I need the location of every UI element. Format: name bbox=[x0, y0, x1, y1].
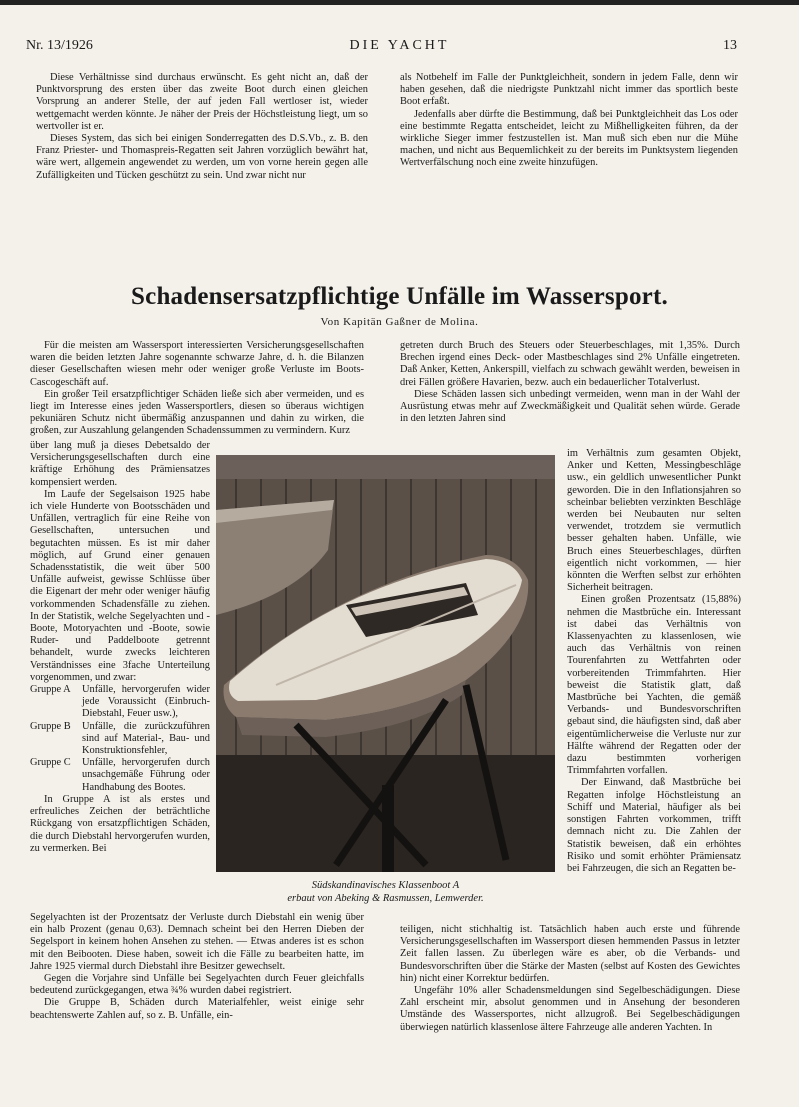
paragraph: Einen großen Prozentsatz (15,88%) nehmen die Mastbrüche ein. Interessant ist dabei das Verhältnis von Klassenyachten zu klassenlosen, wie auch das Verhältnis von reinen Tourenfahrten zu Wettfahrten oder vorbereitenden Trimmfahrten. Hier beweist die Statistik glatt, daß Mastbrüche bei Yachten, die gemäß Verbands- und Bundesvorschriften gebaut sind, die häufigsten sind, daß aber eigentümlicherweise die Verluste nur zur Hälfte während der Regatten oder der dazu bestimmten vorherigen Trimmfahrten vorfallen. bbox=[567, 594, 741, 777]
article-left-column-top bbox=[30, 340, 364, 438]
caption-line-1: Südskandinavisches Klassenboot A bbox=[311, 880, 460, 891]
group-label: Gruppe B bbox=[30, 720, 71, 732]
group-label: Gruppe A bbox=[30, 684, 71, 696]
paragraph: Segelyachten ist der Prozentsatz der Verluste durch Diebstahl ein wenig über ein halb Prozent (genau 0,63). Demnach scheint bei den Herren Dieben der Segelsport in keinem hohen Ansehen zu stehen. — Etwas anderes ist es schon mit den Beibooten. Diese haben, soweit ich die Fälle zu bearbeiten hatte, im Jahre 1925 viermal durch Diebstahl ihre Besitzer gewechselt. bbox=[30, 912, 364, 972]
group-description: Unfälle, die zurückzuführen sind auf Material-, Bau- und Konstruktionsfehler, bbox=[82, 720, 210, 757]
group-description: Unfälle, hervorgerufen wider jede Voraussicht (Einbruch-Diebstahl, Feuer usw.), bbox=[82, 684, 210, 720]
paragraph: In Gruppe A ist als erstes und erfreuliches Zeichen der beträchtliche Rückgang von ersatzpflichtigen Schäden, die durch Diebstahl hervorgerufen wurden, zu vermerken. Bei bbox=[30, 793, 210, 854]
paragraph: über lang muß ja dieses Debetsaldo der Versicherungsgesellschaften durch eine kräftige Erhöhung des Prämiensatzes kompensiert werden. bbox=[30, 440, 210, 488]
paragraph: Diese Verhältnisse sind durchaus erwünscht. Es geht nicht an, daß der Punktvorsprung des ersten über das zweite Boot durch einen gleichen Vorsprung an anderer Stelle, der auf jeden Fall wertloser ist, wieder wettgemacht werden könnte. Je näher der Preis der Höchstleistung liegt, um so wertvoller ist er. bbox=[36, 72, 368, 132]
paragraph: Diese Schäden lassen sich unbedingt vermeiden, wenn man in der Wahl der Ausrüstung etwas mehr auf Zweckmäßigkeit und Qualität sehen würde. Gerade in den letzten Jahren sind bbox=[400, 388, 740, 425]
sailboat-photo bbox=[216, 455, 555, 872]
group-b-entry bbox=[30, 721, 210, 758]
page-number: 13 bbox=[723, 38, 737, 53]
paragraph: Für die meisten am Wassersport interessierten Versicherungsgesellschaften waren die beiden letzten Jahre sogenannte schwarze Jahre, d. h. die Bilanzen dieser Gesellschaften wiesen mehr oder weniger große Verluste im Boots-Cascogeschäft auf. bbox=[30, 340, 364, 388]
paragraph: im Verhältnis zum gesamten Objekt, Anker und Ketten, Messingbeschläge usw., ein geldlich unwesentlicher Punkt geworden. Die in den Inflationsjahren so scheinbar beliebten verzinkten Beschläge werden bei Neubauten nur selten verwendet, trotzdem sie vermutlich besser gehalten haben. Unfälle, wie Bruch eines Steuerbeschlages, dürften eigentlich nicht vorkommen, — hier könnten die Werften selbst zur erhöhten Sicherheit beitragen. bbox=[567, 448, 741, 594]
paragraph: Der Einwand, daß Mastbrüche bei Regatten infolge Höchstleistung an Schiff und Material, häufiger als bei sonstigen Fahrten vorkommen, trifft demnach nicht zu. Die Zahlen der Statistik beweisen, daß ein erhöhtes Risiko und somit erhöhter Prämiensatz bei Fahrzeugen, die sich an Regatten be- bbox=[567, 777, 741, 874]
paragraph: Gegen die Vorjahre sind Unfälle bei Segelyachten durch Feuer gleichfalls bedeutend zurückgegangen, etwa ¾% wurden dabei registriert. bbox=[30, 973, 364, 997]
group-a-entry bbox=[30, 684, 210, 721]
group-c-entry bbox=[30, 757, 210, 794]
paragraph: Ungefähr 10% aller Schadensmeldungen sind Segelbeschädigungen. Diese Zahl erscheint mir, absolut genommen und in Ansehung der besonderen Umstände des Wassersportes, nicht allzugroß. Bei Segelbeschädigungen überwiegen natürlich klassenlose ältere Fahrzeuge alle anderen Yachten. In bbox=[400, 985, 740, 1033]
article-right-narrow-column bbox=[567, 448, 741, 875]
issue-number: Nr. 13/1926 bbox=[26, 38, 93, 53]
group-description: Unfälle, hervorgerufen durch unsachgemäße Führung oder Handhabung des Bootes. bbox=[82, 757, 210, 793]
article-right-column-bottom bbox=[400, 924, 740, 1034]
paragraph: als Notbehelf im Falle der Punktgleichheit, sondern in jedem Falle, denn wir haben gesehen, daß die niedrigste Punktzahl nicht immer das sportlich beste Boot erfaßt. bbox=[400, 72, 738, 108]
article-left-narrow-column bbox=[30, 440, 210, 855]
article-left-column-bottom bbox=[30, 912, 364, 1022]
magazine-name: DIE YACHT bbox=[349, 38, 450, 53]
group-label: Gruppe C bbox=[30, 757, 71, 769]
previous-article-left-column bbox=[36, 72, 368, 182]
article-right-column-top bbox=[400, 340, 740, 425]
paragraph: getreten durch Bruch des Steuers oder Steuerbeschlages, mit 1,35%. Durch Brechen irgend eines Deck- oder Mastbeschlages sind 2% Unfälle eingetreten. Daß Anker, Ketten, Ankerspill, vielfach zu schwach gewählt werden, beweisen in drei Fällen größere Havarien, bezw. auch ein bedauerlicher Totalverlust. bbox=[400, 340, 740, 388]
article-byline: Von Kapitän Gaßner de Molina. bbox=[320, 316, 479, 328]
paragraph: teiligen, nicht stichhaltig ist. Tatsächlich haben auch erste und führende Versicherungsgesellschaften im Wassersport diesen hemmenden Passus in letzter Zeit fallen lassen. Zu überlegen wäre es aber, ob die Verbands- und Bundesvorschriften über die Stärke der Masten (selbst auf Kosten des Gewichtes hin) nicht einer Korrektur bedürfen. bbox=[400, 924, 740, 984]
previous-article-right-column bbox=[400, 72, 738, 170]
page-top-border bbox=[0, 0, 799, 5]
paragraph: Dieses System, das sich bei einigen Sonderregatten des D.S.Vb., z. B. den Franz Priester- und Thomaspreis-Regatten seit Jahren vorzüglich bewährt hat, wäre wert, allgemein angewendet zu werden, um von vorne herein gegen alle Zufälligkeiten und Tücken geschützt zu sein. Und zwar nicht nur bbox=[36, 133, 368, 181]
paragraph: Die Gruppe B, Schäden durch Materialfehler, weist einige sehr beachtenswerte Zahlen auf, so z. B. Unfälle, ein- bbox=[30, 997, 364, 1021]
paragraph: Ein großer Teil ersatzpflichtiger Schäden ließe sich aber vermeiden, und es liegt im Interesse eines jeden Wassersportlers, diesen so überaus wichtigen pekuniären Schutz nicht übermäßig anzuspannen und dahin zu wirken, die großen, zur Auszahlung gelangenden Schadenssummen zu vermindern. Kurz bbox=[30, 388, 364, 437]
paragraph: Jedenfalls aber dürfte die Bestimmung, daß bei Punktgleichheit das Los oder eine bestimmte Regatta entscheidet, leicht zu Mißhelligkeiten führen, da der wirkliche Sieger immer festzustellen ist. Man muß sich eben nur die Mühe machen, und nicht aus Bequemlichkeit zu der bereits im Punktsystem liegenden Wertverfälschung noch eine zweite hinzufügen. bbox=[400, 108, 738, 169]
photo-caption bbox=[216, 880, 555, 905]
article-title: Schadensersatzpflichtige Unfälle im Wassersport. bbox=[131, 283, 668, 310]
paragraph: Im Laufe der Segelsaison 1925 habe ich viele Hunderte von Bootsschäden und Unfällen, vertraglich für eine Reihe von Gesellschaften, untersuchen und begutachten müssen. Es ist mir daher möglich, auf Grund einer genauen Schadensstatistik, die weit über 500 Unfälle aufweist, gewisse Schlüsse über die Eigenart der mehr oder weniger häufig vorkommenden Schadensfälle zu ziehen. In der Statistik, welche Segelyachten und -Boote, Motoryachten und -Boote, sowie Ruder- und Paddelboote getrennt behandelt, wurde zwecks leichteren Verständnisses eine 3fache Unterteilung vorgenommen, und zwar: bbox=[30, 488, 210, 683]
caption-line-2: erbaut von Abeking & Rasmussen, Lemwerder. bbox=[287, 892, 484, 904]
